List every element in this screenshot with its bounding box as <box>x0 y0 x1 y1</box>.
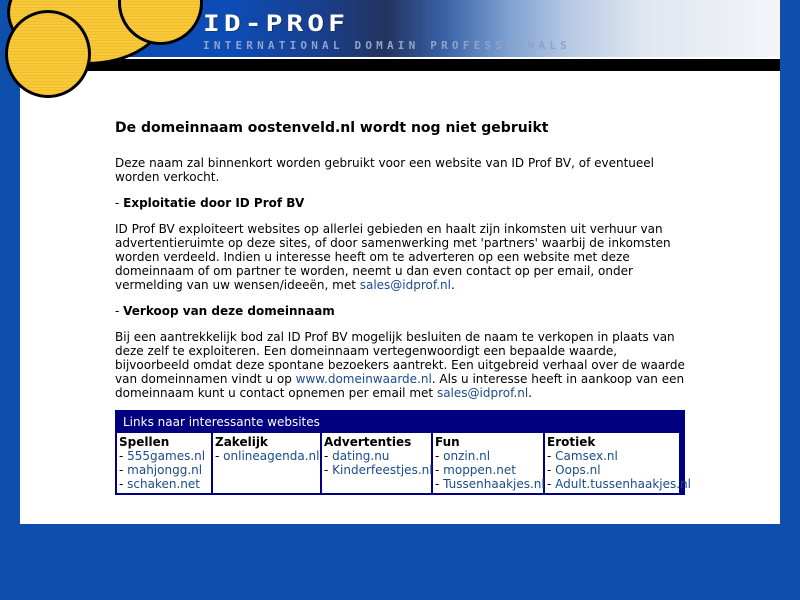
list-item: - Tussenhaakjes.nl <box>435 477 545 491</box>
list-item: - dating.nu <box>324 449 390 463</box>
link-kinderfeestjes[interactable]: Kinderfeestjes.nl <box>332 463 433 477</box>
section-heading-exploitatie: - Exploitatie door ID Prof BV <box>115 196 305 210</box>
link-oops[interactable]: Oops.nl <box>555 463 601 477</box>
list-item: - schaken.net <box>119 477 200 491</box>
email-link[interactable]: sales@idprof.nl <box>359 278 451 292</box>
list-item: - Kinderfeestjes.nl <box>324 463 433 477</box>
links-column-advertenties <box>322 433 431 493</box>
column-title: Zakelijk <box>215 435 268 449</box>
main-content <box>115 119 685 412</box>
links-table-row <box>117 433 692 493</box>
list-item: - mahjongg.nl <box>119 463 203 477</box>
list-item: - 555games.nl <box>119 449 206 463</box>
column-title: Fun <box>435 435 460 449</box>
section-heading-verkoop: - Verkoop van deze domeinnaam <box>115 304 335 318</box>
column-title: Advertenties <box>324 435 412 449</box>
link-mahjongg[interactable]: mahjongg.nl <box>127 463 203 477</box>
link-moppen[interactable]: moppen.net <box>443 463 516 477</box>
section-body-exploitatie: ID Prof BV exploiteert websites op allerlei gebieden en haalt zijn inkomsten uit verhuur van advertentieruimte op deze sites, of door samenwerking met 'partners' waarbij de inkomsten worden verdeeld. Indien u interesse heeft om te adverteren op een website met deze domeinnaam of om partner te worden, neemt u dan even contact op per email, onder vermelding van uw wensen/ideeën, met sales@idprof.nl. <box>115 222 671 292</box>
links-column-spellen <box>117 433 211 493</box>
list-item: - onzin.nl <box>435 449 491 463</box>
list-item: - onlineagenda.nl <box>215 449 320 463</box>
list-item: - Adult.tussenhaakjes.nl <box>547 477 692 491</box>
logo-circle-icon <box>5 10 91 98</box>
column-title: Spellen <box>119 435 170 449</box>
links-column-zakelijk <box>213 433 320 493</box>
intro-text: Deze naam zal binnenkort worden gebruikt voor een website van ID Prof BV, of eventueel worden verkocht. <box>115 156 654 184</box>
list-item: - Camsex.nl <box>547 449 618 463</box>
link-tussenhaakjes[interactable]: Tussenhaakjes.nl <box>443 477 545 491</box>
list-item: - moppen.net <box>435 463 516 477</box>
link-schaken[interactable]: schaken.net <box>127 477 200 491</box>
links-column-fun <box>433 433 543 493</box>
link-dating[interactable]: dating.nu <box>332 449 390 463</box>
column-title: Erotiek <box>547 435 596 449</box>
links-column-erotiek <box>545 433 692 493</box>
links-table-header: Links naar interessante websites <box>117 412 683 433</box>
email-link[interactable]: sales@idprof.nl <box>436 386 529 400</box>
page-title: De domeinnaam oostenveld.nl wordt nog niet gebruikt <box>115 120 549 136</box>
domeinwaarde-link[interactable]: www.domeinwaarde.nl <box>295 372 432 386</box>
logo-circles <box>0 0 220 100</box>
link-adult-tussenhaakjes[interactable]: Adult.tussenhaakjes.nl <box>555 477 692 491</box>
logo-title: ID-PROF <box>203 10 350 37</box>
list-item: - Oops.nl <box>547 463 601 477</box>
link-onzin[interactable]: onzin.nl <box>443 449 491 463</box>
link-555games[interactable]: 555games.nl <box>127 449 206 463</box>
link-camsex[interactable]: Camsex.nl <box>555 449 618 463</box>
link-onlineagenda[interactable]: onlineagenda.nl <box>223 449 320 463</box>
section-body-verkoop: Bij een aantrekkelijk bod zal ID Prof BV mogelijk besluiten de naam te verkopen in plaats van deze zelf te exploiteren. Een domeinnaam vertegenwoordigt een bepaalde waarde, bijvoorbeeld omdat deze spontane bezoekers aantrekt. Een uitgebreid verhaal over de waarde van domeinnamen vindt u op www.domeinwaarde.nl. Als u interesse heeft in aankoop van een domeinnaam kunt u contact opnemen per email met sales@idprof.nl. <box>115 330 685 400</box>
logo-subtitle: INTERNATIONAL DOMAIN PROFESSIONALS <box>203 39 571 52</box>
links-table <box>115 410 692 495</box>
